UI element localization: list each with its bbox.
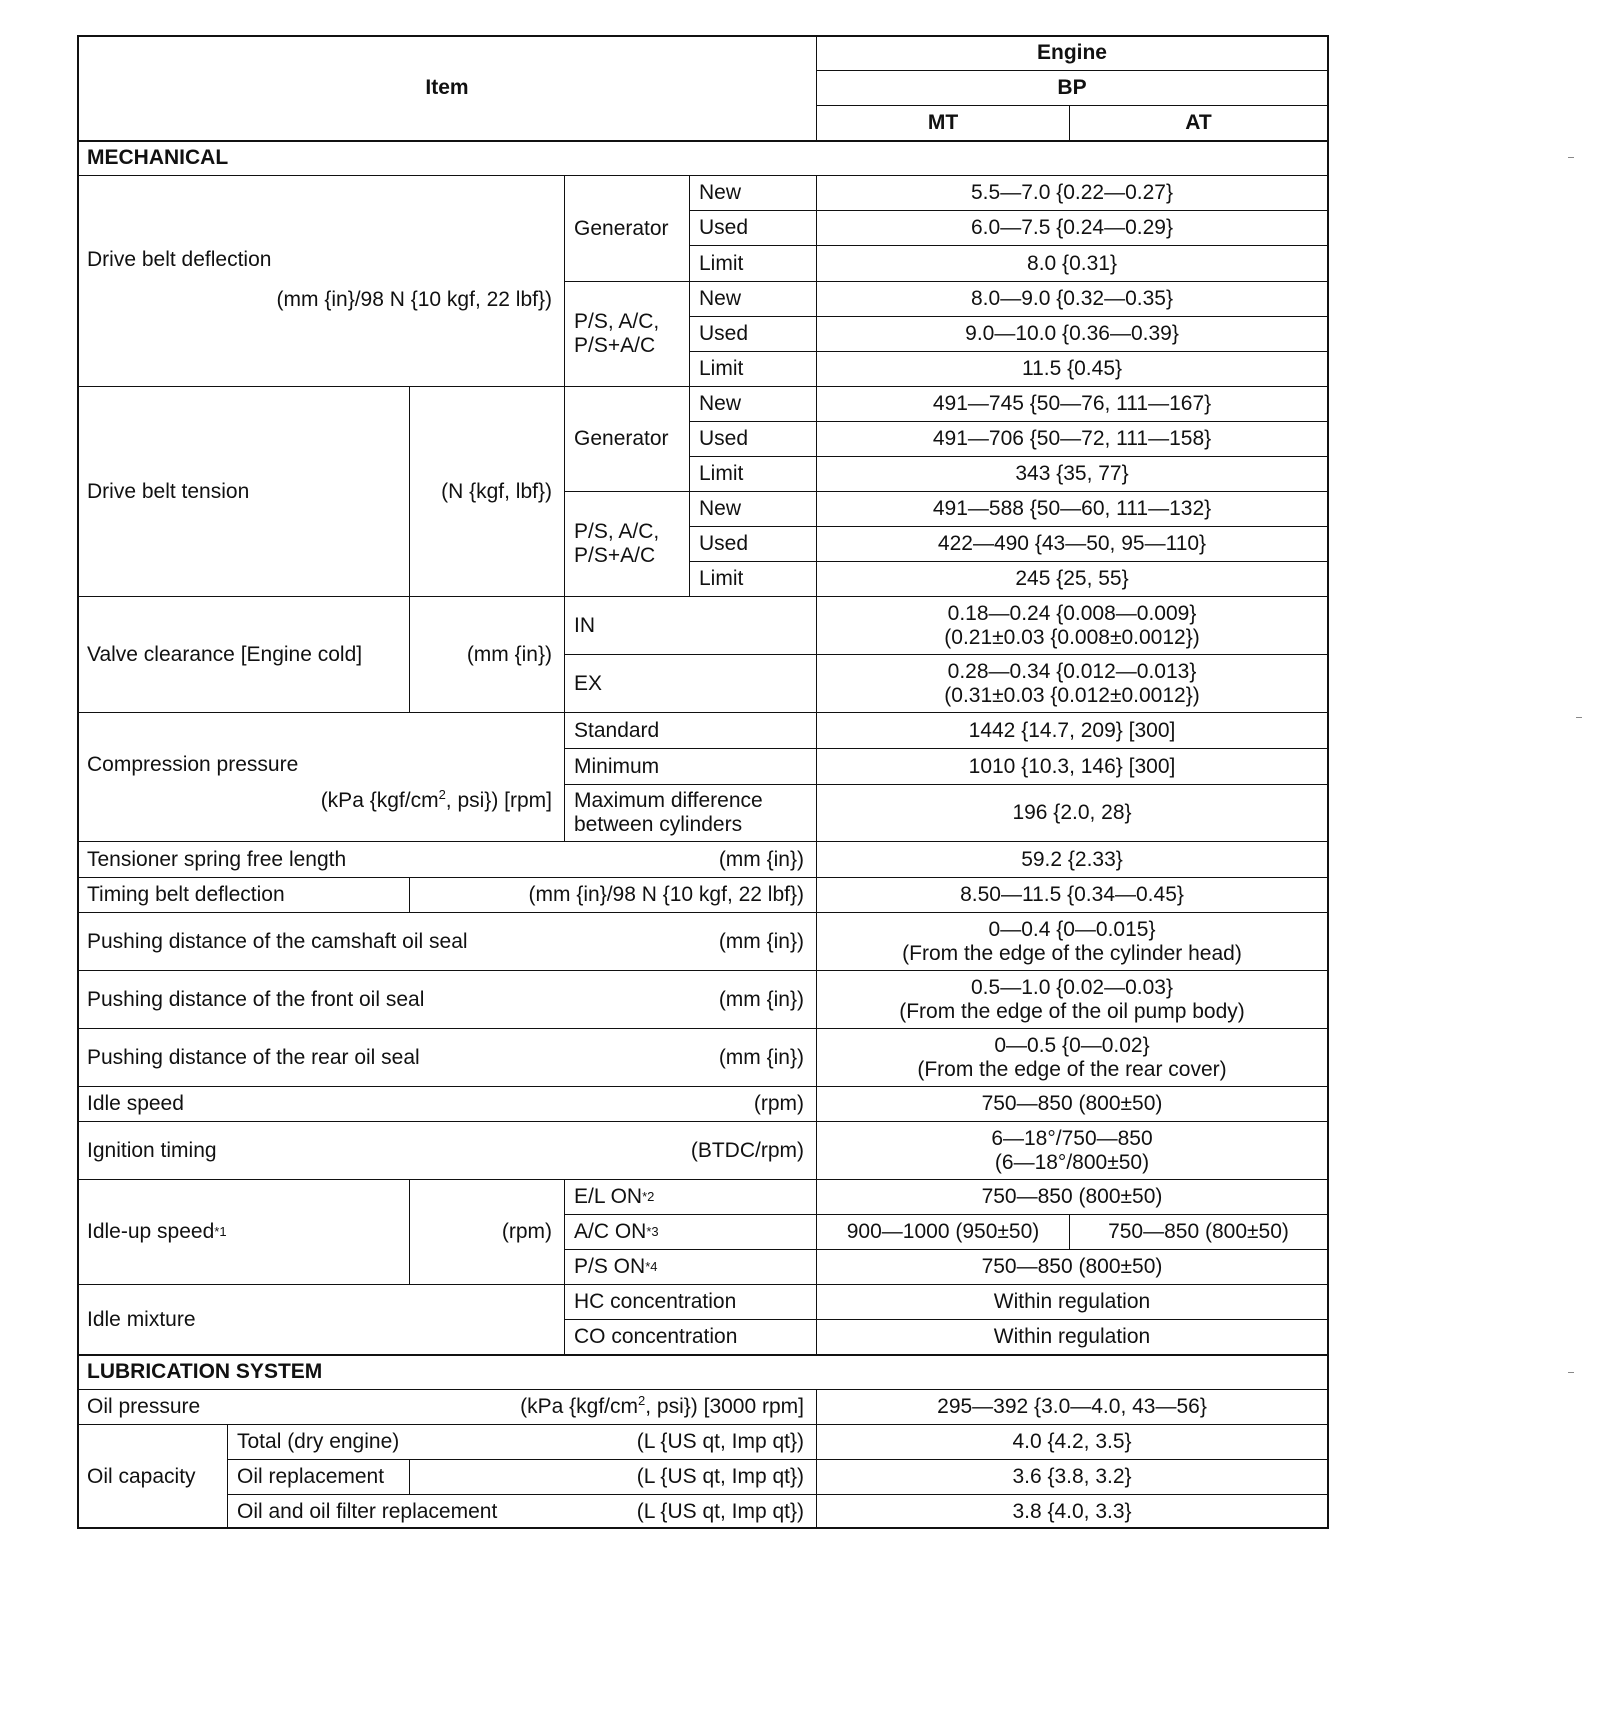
oil-capacity-replacement-value: 3.6 {3.8, 3.2} (816, 1459, 1328, 1495)
margin-mark (1568, 157, 1574, 158)
timing-belt-deflection-label: Timing belt deflection (77, 877, 410, 913)
oil-capacity-filter-unit: (L {US qt, Imp qt}) (636, 1499, 804, 1523)
idle-mixture-co: CO concentration (564, 1319, 817, 1355)
valve-ex: EX (564, 654, 817, 713)
dbt-state: Limit (689, 456, 817, 492)
header-model-bp: BP (816, 70, 1328, 106)
idle-up-ps-on: P/S ON *4 (564, 1249, 817, 1285)
compression-standard-value: 1442 {14.7, 209} [300] (816, 712, 1328, 749)
front-oil-seal-label: Pushing distance of the front oil seal (mm {in}) (77, 970, 817, 1029)
oil-capacity-total: Total (dry engine) (L {US qt, Imp qt}) (227, 1424, 817, 1460)
dbd-value: 8.0—9.0 {0.32—0.35} (816, 281, 1328, 317)
ignition-timing-value: 6—18°/750—850 (6—18°/800±50) (816, 1121, 1328, 1180)
dbd-state: New (689, 175, 817, 211)
ignition-timing-unit: (BTDC/rpm) (690, 1138, 804, 1162)
dbd-group-generator: Generator (564, 175, 690, 282)
camshaft-oil-seal-unit: (mm {in}) (718, 929, 804, 953)
dbd-state: Used (689, 316, 817, 352)
dbt-state: New (689, 386, 817, 422)
dbd-value: 8.0 {0.31} (816, 245, 1328, 282)
idle-up-speed-unit: (rpm) (409, 1179, 565, 1285)
valve-clearance-unit: (mm {in}) (409, 596, 565, 713)
header-rule (78, 140, 1329, 142)
compression-title: Compression pressure (87, 753, 299, 776)
drive-belt-tension-unit: (N {kgf, lbf}) (409, 386, 565, 597)
lubrication-rule (78, 1354, 1329, 1356)
section-lubrication: LUBRICATION SYSTEM (77, 1354, 1328, 1390)
dbt-value: 343 {35, 77} (816, 456, 1328, 492)
valve-in: IN (564, 596, 817, 655)
oil-pressure-label: Oil pressure (kPa {$kgf/cm^2$, psi}) [3000 rpm] (77, 1389, 817, 1425)
oil-capacity-total-unit: (L {US qt, Imp qt}) (636, 1430, 804, 1453)
idle-up-ps-on-value: 750—850 (800±50) (816, 1249, 1328, 1285)
header-engine: Engine (816, 35, 1328, 71)
rear-oil-seal-unit: (mm {in}) (718, 1045, 804, 1069)
drive-belt-deflection-unit: (mm {in}/98 N {10 kgf, 22 lbf}) (276, 288, 552, 311)
valve-ex-value: 0.28—0.34 {0.012—0.013} (0.31±0.03 {0.012±0.0012}) (816, 654, 1328, 713)
compression-standard: Standard (564, 712, 817, 749)
header-mt: MT (816, 105, 1070, 141)
rear-oil-seal-label: Pushing distance of the rear oil seal (mm {in}) (77, 1028, 817, 1087)
camshaft-oil-seal-label: Pushing distance of the camshaft oil seal (mm {in}) (77, 912, 817, 971)
margin-mark (1576, 717, 1582, 718)
idle-up-speed-label: Idle-up speed *1 (77, 1179, 410, 1285)
compression-max-diff: Maximum difference between cylinders (564, 784, 817, 842)
dbt-value: 491—588 {50—60, 111—132} (816, 491, 1328, 527)
dbd-group-ps-ac: P/S, A/C, P/S+A/C (564, 281, 690, 387)
dbd-value: 11.5 {0.45} (816, 351, 1328, 387)
oil-pressure-value: 295—392 {3.0—4.0, 43—56} (816, 1389, 1328, 1425)
dbt-state: Used (689, 526, 817, 562)
idle-speed-unit: (rpm) (753, 1092, 804, 1115)
timing-belt-deflection-unit: (mm {in}/98 N {10 kgf, 22 lbf}) (409, 877, 817, 913)
dbt-value: 491—745 {50—76, 111—167} (816, 386, 1328, 422)
dbd-state: Limit (689, 245, 817, 282)
dbt-value: 422—490 {43—50, 95—110} (816, 526, 1328, 562)
idle-up-ac-on: A/C ON *3 (564, 1214, 817, 1250)
dbd-state: New (689, 281, 817, 317)
compression-unit: (kPa {$kgf/cm^2$, psi}) [rpm] (320, 787, 552, 812)
valve-clearance-label: Valve clearance [Engine cold] (77, 596, 410, 713)
oil-capacity-total-value: 4.0 {4.2, 3.5} (816, 1424, 1328, 1460)
oil-capacity-replacement-unit: (L {US qt, Imp qt}) (409, 1459, 817, 1495)
camshaft-oil-seal-value: 0—0.4 {0—0.015} (From the edge of the cylinder head) (816, 912, 1328, 971)
idle-mixture-co-value: Within regulation (816, 1319, 1328, 1355)
rear-oil-seal-value: 0—0.5 {0—0.02} (From the edge of the rear cover) (816, 1028, 1328, 1087)
idle-mixture-hc: HC concentration (564, 1284, 817, 1320)
oil-capacity-filter: Oil and oil filter replacement (L {US qt, Imp qt}) (227, 1494, 817, 1529)
compression-pressure-label (77, 712, 565, 842)
dbd-value: 6.0—7.5 {0.24—0.29} (816, 210, 1328, 246)
dbt-group-generator: Generator (564, 386, 690, 492)
section-mechanical: MECHANICAL (77, 140, 1328, 176)
tensioner-spring-unit: (mm {in}) (718, 847, 804, 871)
compression-minimum-value: 1010 {10.3, 146} [300] (816, 748, 1328, 785)
drive-belt-tension-label: Drive belt tension (77, 386, 410, 597)
dbt-state: Limit (689, 561, 817, 597)
idle-speed-value: 750—850 (800±50) (816, 1086, 1328, 1122)
idle-mixture-hc-value: Within regulation (816, 1284, 1328, 1320)
header-at: AT (1069, 105, 1328, 141)
drive-belt-deflection-title: Drive belt deflection (87, 248, 272, 271)
valve-in-value: 0.18—0.24 {0.008—0.009} (0.21±0.03 {0.008±0.0012}) (816, 596, 1328, 655)
timing-belt-deflection-value: 8.50—11.5 {0.34—0.45} (816, 877, 1328, 913)
idle-up-el-on-value: 750—850 (800±50) (816, 1179, 1328, 1215)
dbd-value: 5.5—7.0 {0.22—0.27} (816, 175, 1328, 211)
oil-capacity-label: Oil capacity (77, 1424, 228, 1529)
front-oil-seal-value: 0.5—1.0 {0.02—0.03} (From the edge of the oil pump body) (816, 970, 1328, 1029)
compression-minimum: Minimum (564, 748, 817, 785)
dbt-group-ps-ac: P/S, A/C, P/S+A/C (564, 491, 690, 597)
idle-up-ac-on-mt-value: 900—1000 (950±50) (816, 1214, 1070, 1250)
oil-capacity-filter-value: 3.8 {4.0, 3.3} (816, 1494, 1328, 1529)
tensioner-spring-label: Tensioner spring free length (mm {in}) (77, 841, 817, 878)
dbd-state: Used (689, 210, 817, 246)
drive-belt-deflection-label (77, 175, 565, 387)
oil-pressure-unit: (kPa {$kgf/cm^2$, psi}) [3000 rpm] (520, 1393, 804, 1418)
dbd-value: 9.0—10.0 {0.36—0.39} (816, 316, 1328, 352)
front-oil-seal-unit: (mm {in}) (718, 987, 804, 1011)
dbd-state: Limit (689, 351, 817, 387)
header-item: Item (77, 35, 817, 141)
dbt-state: Used (689, 421, 817, 457)
idle-mixture-label: Idle mixture (77, 1284, 565, 1355)
compression-max-diff-value: 196 {2.0, 28} (816, 784, 1328, 842)
idle-speed-label: Idle speed (rpm) (77, 1086, 817, 1122)
dbt-value: 245 {25, 55} (816, 561, 1328, 597)
margin-mark (1568, 1372, 1574, 1373)
dbt-state: New (689, 491, 817, 527)
idle-up-ac-on-at-value: 750—850 (800±50) (1069, 1214, 1328, 1250)
tensioner-spring-value: 59.2 {2.33} (816, 841, 1328, 878)
dbt-value: 491—706 {50—72, 111—158} (816, 421, 1328, 457)
oil-capacity-replacement: Oil replacement (227, 1459, 410, 1495)
idle-up-el-on: E/L ON *2 (564, 1179, 817, 1215)
ignition-timing-label: Ignition timing (BTDC/rpm) (77, 1121, 817, 1180)
